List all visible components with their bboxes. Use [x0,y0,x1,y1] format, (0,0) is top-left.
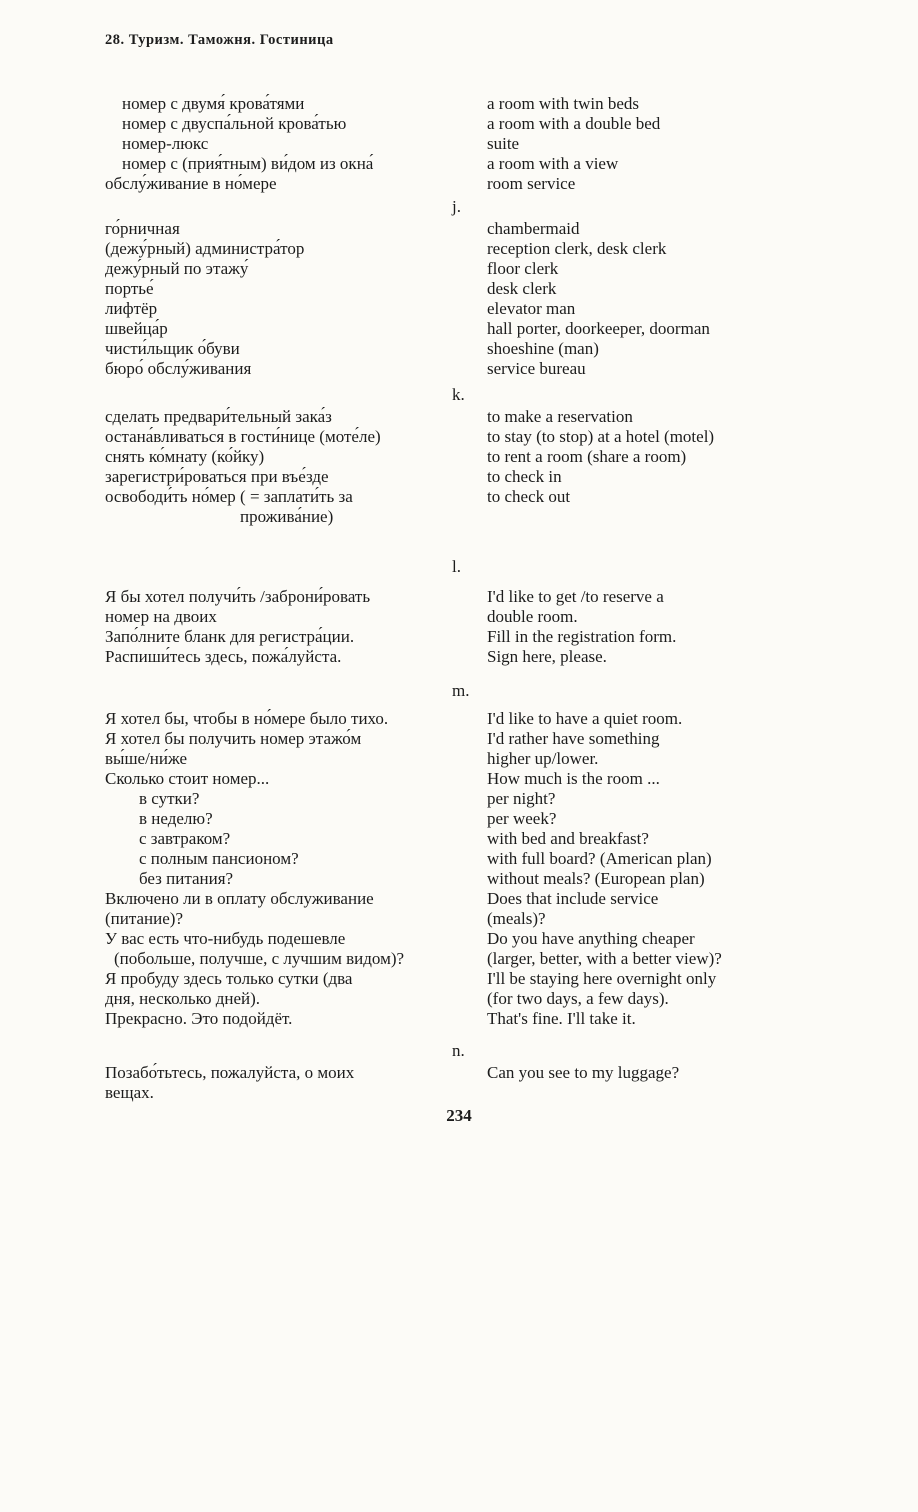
phrase-row [0,134,918,154]
phrase-row [0,359,918,379]
phrase-row [0,219,918,239]
phrase-row [0,259,918,279]
english-phrase: (for two days, a few days). [487,989,669,1008]
english-phrase: desk clerk [487,279,557,298]
phrase-row [0,809,918,829]
phrase-row [0,627,918,647]
section [0,385,918,527]
russian-phrase: дня, несколько дней). [105,989,261,1008]
phrase-row [0,647,918,667]
russian-phrase: номер на двоих [105,607,217,626]
english-phrase: room service [487,174,576,193]
russian-phrase: Распиши́тесь здесь, пожа́луйста. [105,647,342,666]
russian-phrase: (дежу́рный) администра́тор [105,239,305,258]
russian-phrase: вы́ше/ни́же [105,749,188,768]
phrase-row [0,154,918,174]
english-phrase: I'd like to have a quiet room. [487,709,683,728]
russian-phrase: вещах. [105,1083,154,1102]
english-phrase: per night? [487,789,556,808]
russian-phrase: Запо́лните бланк для регистра́ции. [105,627,355,646]
phrase-row [0,114,918,134]
english-phrase: That's fine. I'll take it. [487,1009,636,1028]
russian-phrase: сделать предвари́тельный зака́з [105,407,332,426]
russian-phrase: номер с двумя́ крова́тями [122,94,305,113]
phrase-row [0,319,918,339]
russian-phrase: остана́вливаться в гости́нице (моте́ле) [105,427,381,446]
phrase-row [0,769,918,789]
phrase-row [0,1063,918,1083]
section-letter: j. [452,197,461,216]
english-phrase: hall porter, doorkeeper, doorman [487,319,710,338]
english-phrase: Does that include service [487,889,659,908]
section [0,681,918,1029]
russian-phrase: У вас есть что-нибудь подешевле [105,929,346,948]
section-letter: k. [452,385,465,404]
russian-phrase: чисти́льщик о́буви [105,339,240,358]
english-phrase: service bureau [487,359,586,378]
russian-phrase: номер с двуспа́льной крова́тью [122,114,347,133]
page-number: 234 [446,1106,472,1125]
russian-phrase: с завтраком? [139,829,231,848]
english-phrase: higher up/lower. [487,749,599,768]
phrase-row [0,1083,918,1103]
english-phrase: (meals)? [487,909,546,928]
russian-phrase: (побольше, получше, с лучшим видом)? [114,949,405,968]
english-phrase: double room. [487,607,578,626]
english-phrase: per week? [487,809,557,828]
english-phrase [487,1083,918,1103]
phrase-row [0,507,918,527]
russian-phrase: Включено ли в оплату обслуживание [105,889,374,908]
phrase-row [0,279,918,299]
english-phrase: chambermaid [487,219,580,238]
phrase-row [0,239,918,259]
english-phrase: How much is the room ... [487,769,660,788]
phrase-row [0,709,918,729]
page-header: 28. Туризм. Таможня. Гостиница [105,32,334,48]
phrase-row [0,427,918,447]
phrase-row [0,949,918,969]
phrase-row [0,1009,918,1029]
phrase-row [0,849,918,869]
english-phrase: to make a reservation [487,407,633,426]
english-phrase: shoeshine (man) [487,339,599,358]
phrase-row [0,299,918,319]
english-phrase: a room with a view [487,154,619,173]
russian-phrase: обслу́живание в но́мере [105,174,277,193]
section-letter: m. [452,681,470,700]
english-phrase: floor clerk [487,259,559,278]
english-phrase: Do you have anything cheaper [487,929,695,948]
phrase-row [0,749,918,769]
russian-phrase: портье́ [105,279,154,298]
russian-phrase: освободи́ть но́мер ( = заплати́ть за [105,487,353,506]
russian-phrase: снять ко́мнату (ко́йку) [105,447,265,466]
phrase-row [0,929,918,949]
phrase-row [0,487,918,507]
section [0,197,918,379]
english-phrase: (larger, better, with a better view)? [487,949,722,968]
phrase-row [0,729,918,749]
section [0,557,918,667]
phrase-row [0,447,918,467]
english-phrase: to check in [487,467,562,486]
english-phrase: a room with a double bed [487,114,661,133]
english-phrase: to check out [487,487,571,506]
english-phrase [487,507,918,527]
english-phrase: Sign here, please. [487,647,607,666]
russian-phrase: в сутки? [139,789,200,808]
phrase-row [0,969,918,989]
russian-phrase: Прекрасно. Это подойдёт. [105,1009,293,1028]
russian-phrase: Я хотел бы, чтобы в но́мере было тихо. [105,709,389,728]
russian-phrase: в неделю? [139,809,213,828]
russian-phrase: с полным пансионом? [139,849,299,868]
english-phrase: Can you see to my luggage? [487,1063,680,1082]
phrase-row [0,339,918,359]
english-phrase: I'd rather have something [487,729,660,748]
phrase-row [0,467,918,487]
russian-phrase: швейца́р [105,319,168,338]
phrase-row [0,889,918,909]
phrasebook-content [0,94,918,1103]
russian-phrase: (питание)? [105,909,183,928]
english-phrase: with bed and breakfast? [487,829,649,848]
russian-phrase: прожива́ние) [240,507,334,526]
english-phrase: without meals? (European plan) [487,869,705,888]
russian-phrase: дежу́рный по этажу́ [105,259,249,278]
section-letter: n. [452,1041,465,1060]
russian-phrase: бюро́ обслу́живания [105,359,252,378]
russian-phrase: Позабо́тьтесь, пожалуйста, о моих [105,1063,355,1082]
russian-phrase: зарегистри́роваться при въе́зде [105,467,329,486]
phrase-row [0,909,918,929]
phrase-row [0,174,918,194]
phrase-row [0,607,918,627]
phrase-row [0,869,918,889]
english-phrase: I'll be staying here overnight only [487,969,717,988]
russian-phrase: Я хотел бы получить номер этажо́м [105,729,362,748]
phrase-row [0,94,918,114]
russian-phrase: номер-люкс [122,134,209,153]
russian-phrase: лифтёр [105,299,158,318]
english-phrase: to rent a room (share a room) [487,447,687,466]
english-phrase: elevator man [487,299,576,318]
english-phrase: a room with twin beds [487,94,640,113]
phrase-row [0,989,918,1009]
section [0,94,918,194]
russian-phrase: без питания? [139,869,234,888]
english-phrase: reception clerk, desk clerk [487,239,667,258]
phrase-row [0,789,918,809]
english-phrase: suite [487,134,520,153]
english-phrase: Fill in the registration form. [487,627,677,646]
russian-phrase: Я пробуду здесь только сутки (два [105,969,353,988]
russian-phrase: Сколько стоит номер... [105,769,270,788]
section [0,1041,918,1103]
english-phrase: to stay (to stop) at a hotel (motel) [487,427,715,446]
phrase-row [0,829,918,849]
section-letter: l. [452,557,461,576]
russian-phrase: Я бы хотел получи́ть /заброни́ровать [105,587,371,606]
russian-phrase: номер с (прия́тным) ви́дом из окна́ [122,154,374,173]
phrase-row [0,587,918,607]
english-phrase: with full board? (American plan) [487,849,712,868]
english-phrase: I'd like to get /to reserve a [487,587,664,606]
russian-phrase: го́рничная [105,219,180,238]
phrase-row [0,407,918,427]
